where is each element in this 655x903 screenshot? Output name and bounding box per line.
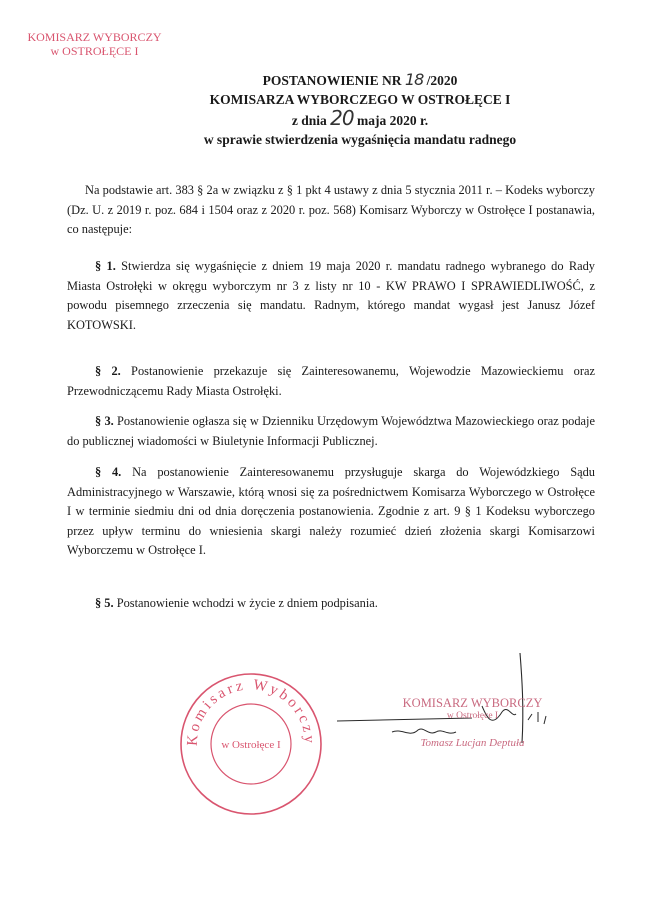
section-3-mark: § 3. bbox=[95, 414, 114, 428]
round-official-stamp bbox=[177, 670, 325, 818]
section-5 bbox=[67, 594, 595, 614]
section-5-text: Postanowienie wchodzi w życie z dniem podpisania. bbox=[116, 596, 378, 610]
date-prefix: z dnia bbox=[291, 113, 327, 128]
date-suffix: maja 2020 r. bbox=[356, 113, 429, 128]
title-line1 bbox=[150, 70, 570, 90]
section-3 bbox=[67, 412, 595, 451]
intro-paragraph: Na podstawie art. 383 § 2a w związku z § 1 pkt 4 ustawy z dnia 5 stycznia 2011 r. – Kodeks wyborczy (Dz. U. z 2019 r. poz. 684 i 1504 oraz z 2020 r. poz. 568) Komisarz Wyborczy w Ostrołęce I postanawia, co następuje: bbox=[67, 183, 595, 236]
section-2-mark: § 2. bbox=[95, 364, 121, 378]
title-prefix: POSTANOWIENIE NR bbox=[262, 73, 402, 88]
signature-stamp-title: KOMISARZ WYBORCZY bbox=[402, 696, 543, 710]
title-subject: w sprawie stwierdzenia wygaśnięcia mandatu radnego bbox=[203, 132, 517, 147]
header-stamp bbox=[12, 30, 177, 58]
document-title bbox=[150, 70, 570, 149]
section-2-text: Postanowienie przekazuje się Zainteresowanemu, Wojewodzie Mazowieckiemu oraz Przewodniczącemu Rady Miasta Ostrołęki. bbox=[67, 364, 595, 398]
section-1 bbox=[67, 257, 595, 335]
title-line2: KOMISARZA WYBORCZEGO W OSTROŁĘCE I bbox=[209, 92, 511, 107]
signature-stamp bbox=[395, 696, 550, 750]
title-line3 bbox=[150, 106, 570, 130]
section-4 bbox=[67, 463, 595, 561]
section-3-text: Postanowienie ogłasza się w Dzienniku Urzędowym Województwa Mazowieckiego oraz podaje do publicznej wiadomości w Biuletynie Informacji Publicznej. bbox=[67, 414, 595, 448]
section-5-mark: § 5. bbox=[95, 596, 114, 610]
title-suffix: /2020 bbox=[426, 73, 458, 88]
handwritten-day: 20 bbox=[330, 106, 354, 130]
section-1-text: Stwierdza się wygaśnięcie z dniem 19 maja 2020 r. mandatu radnego wybranego do Rady Miasta Ostrołęki w okręgu wyborczym nr 3 z listy nr 10 - KW PRAWO I SPRAWIEDLIWOŚĆ, z powodu pisemnego zrzeczenia się mandatu. Radnym, którego mandat wygasł jest Janusz Józef KOTOWSKI. bbox=[67, 259, 595, 332]
section-1-mark: § 1. bbox=[95, 259, 116, 273]
signatory-name: Tomasz Lucjan Deptuła bbox=[420, 737, 525, 749]
header-stamp-line2: w OSTROŁĘCE I bbox=[50, 44, 139, 58]
section-4-text: Na postanowienie Zainteresowanemu przysługuje skarga do Wojewódzkiego Sądu Administracyjnego w Warszawie, którą wnosi się za pośrednictwem Komisarza Wyborczego w Ostrołęce I w terminie siedmiu dni od dnia doręczenia postanowienia. Zgodnie z art. 9 § 1 Kodeksu wyborczego przez upływ terminu do wniesienia skargi należy rozumieć dzień złożenia skargi Komisarzowi Wyborczemu w Ostrołęce I. bbox=[67, 465, 595, 557]
header-stamp-line1: KOMISARZ WYBORCZY bbox=[27, 30, 162, 44]
stamp-center-text: w Ostrołęce I bbox=[221, 739, 281, 751]
section-4-mark: § 4. bbox=[95, 465, 122, 479]
handwritten-number: 18 bbox=[404, 70, 424, 89]
section-2 bbox=[67, 362, 595, 401]
signature-stamp-location: w Ostrołęce I bbox=[446, 711, 499, 721]
stamp-ring-text: Komisarz Wyborczy bbox=[184, 677, 318, 747]
